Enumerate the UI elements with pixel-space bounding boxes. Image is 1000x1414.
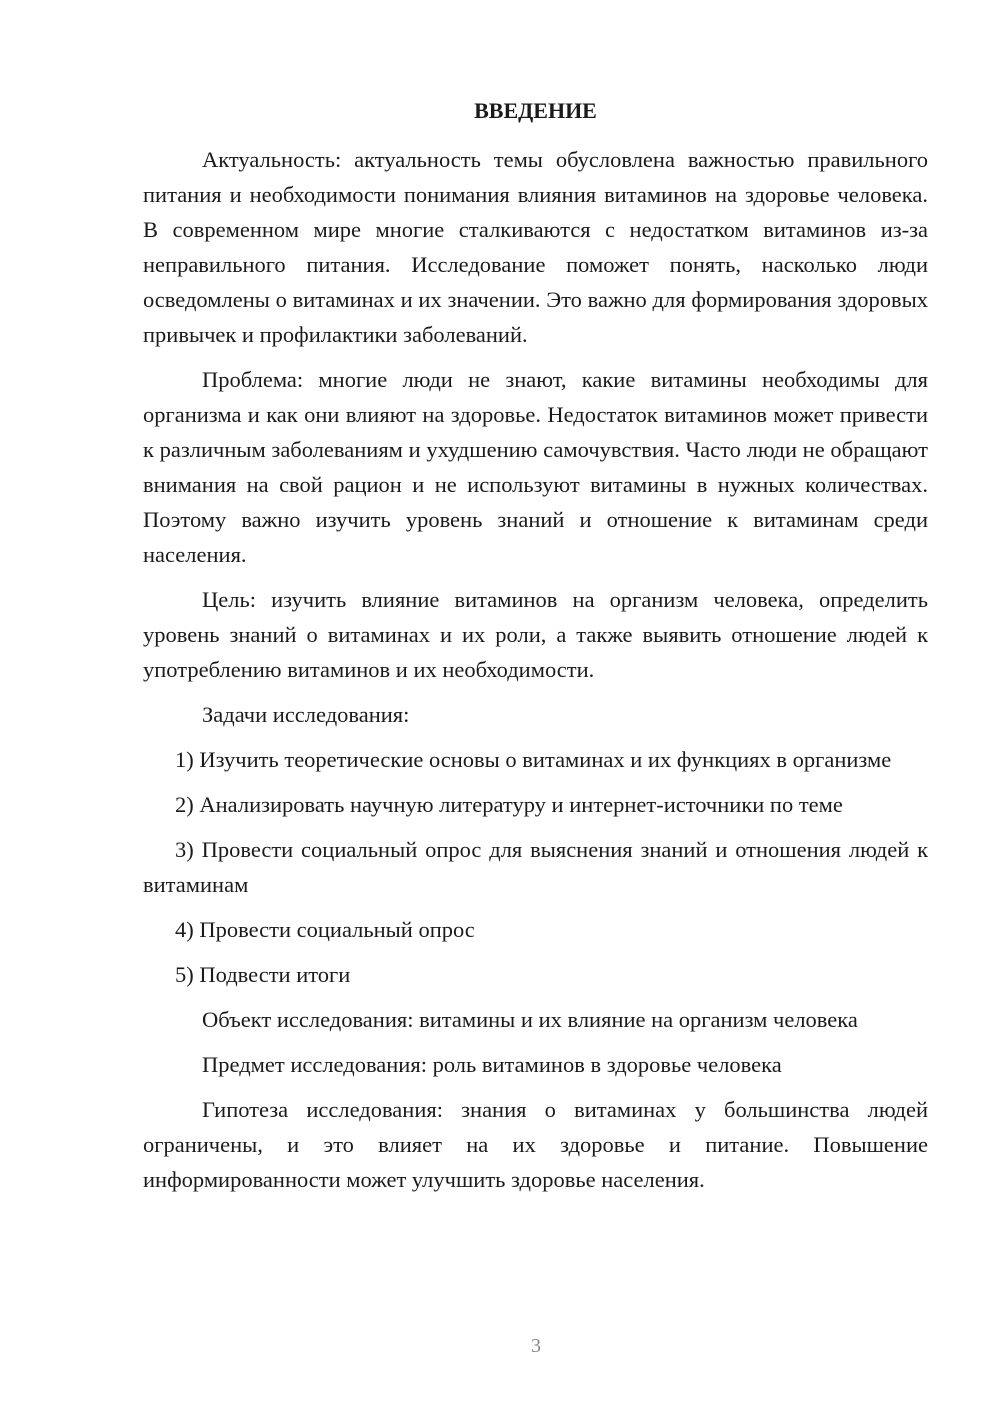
problem-paragraph: Проблема: многие люди не знают, какие витамины необходимы для организма и как они влияют на здоровье. Недостаток витаминов может привести к различным заболеваниям и ухудшению самочувствия. Часто люди не обращают внимания на свой рацион и не используют витамины в нужных количествах. Поэтому важно изучить уровень знаний и отношение к витаминам среди населения.	[143, 367, 928, 567]
page-number: 3	[531, 1335, 541, 1357]
section-title: ВВЕДЕНИЕ	[474, 98, 597, 123]
research-object: Объект исследования: витамины и их влияние на организм человека	[202, 1007, 858, 1032]
page-content	[143, 96, 928, 1207]
research-hypothesis: Гипотеза исследования: знания о витаминах у большинства людей ограничены, и это влияет на их здоровье и питание. Повышение информированности может улучшить здоровье населения.	[143, 1097, 928, 1192]
research-subject: Предмет исследования: роль витаминов в здоровье человека	[202, 1052, 782, 1077]
relevance-paragraph: Актуальность: актуальность темы обусловлена важностью правильного питания и необходимости понимания влияния витаминов на здоровье человека. В современном мире многие сталкиваются с недостатком витаминов из-за неправильного питания. Исследование поможет понять, насколько люди осведомлены о витаминах и их значении. Это важно для формирования здоровых привычек и профилактики заболеваний.	[143, 147, 928, 347]
task-item-1: 1) Изучить теоретические основы о витаминах и их функциях в организме	[175, 747, 892, 772]
task-item-5: 5) Подвести итоги	[175, 962, 351, 987]
task-item-2: 2) Анализировать научную литературу и интернет-источники по теме	[175, 792, 843, 817]
task-item-3: 3) Провести социальный опрос для выяснения знаний и отношения людей к витаминам	[143, 837, 928, 897]
task-item-4: 4) Провести социальный опрос	[175, 917, 475, 942]
tasks-heading: Задачи исследования:	[202, 702, 410, 727]
goal-paragraph: Цель: изучить влияние витаминов на организм человека, определить уровень знаний о витаминах и их роли, а также выявить отношение людей к употреблению витаминов и их необходимости.	[143, 587, 928, 682]
